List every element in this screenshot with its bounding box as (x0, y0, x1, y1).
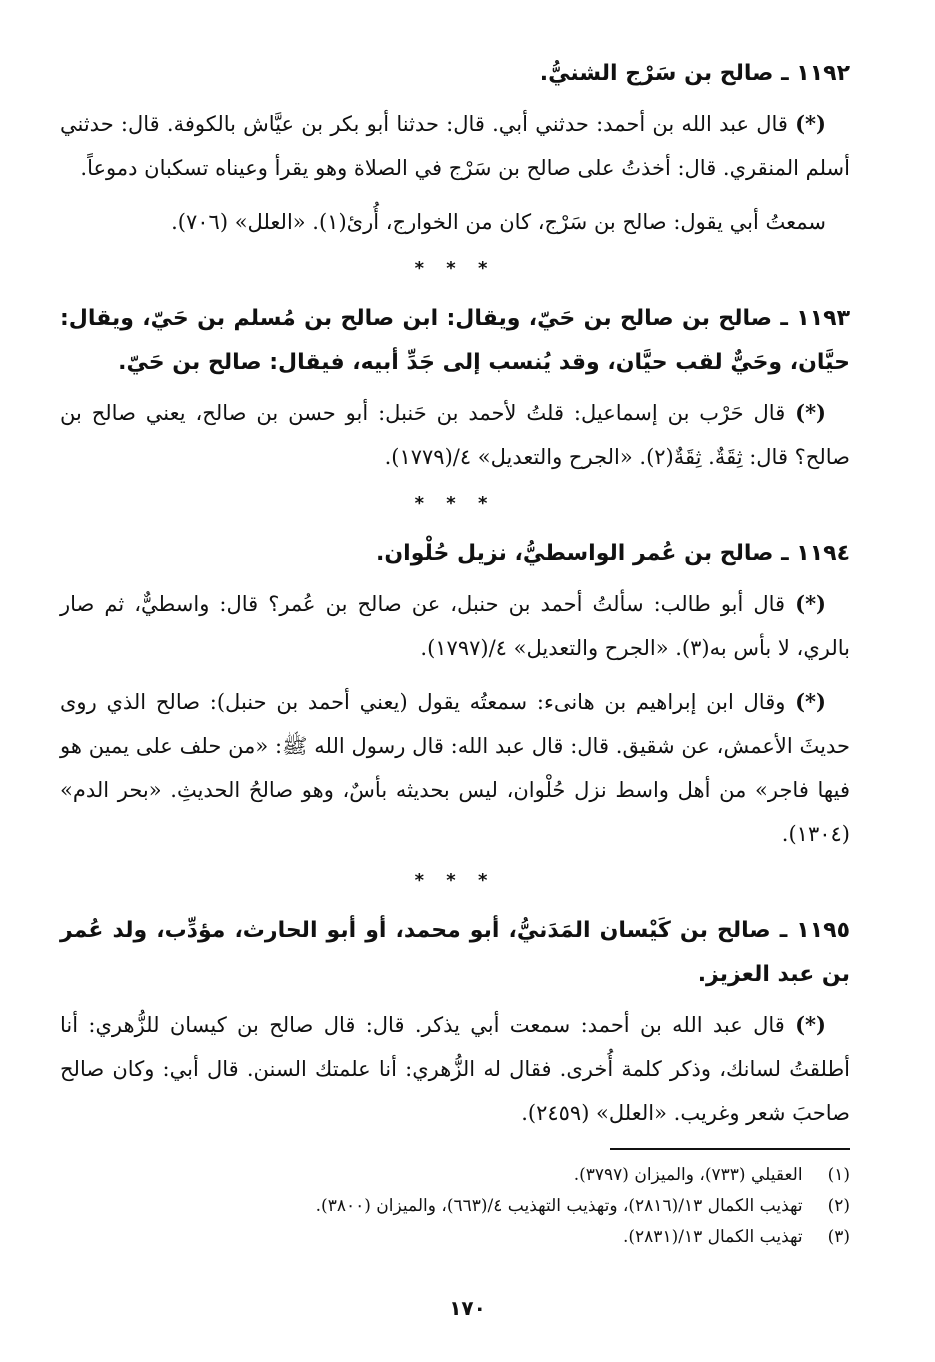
section-separator: * * * (414, 258, 496, 279)
entry-paragraph (60, 1003, 850, 1135)
footnote-item (70, 1160, 850, 1191)
entry-paragraph (60, 200, 850, 244)
paragraph-text: قال أبو طالب: سألتُ أحمد بن حنبل، عن صالح بن عُمر؟ قال: واسطيٌّ، ثم صار بالري، لا بأس به(٣). «الجرح والتعديل» ٤/(١٧٩٧). (60, 592, 850, 660)
paragraph-text: قال حَرْب بن إسماعيل: قلتُ لأحمد بن حَنبل: أبو حسن بن صالح، يعني صالح بن صالح؟ قال: ثِقَةٌ. ثِقَةٌ(٢). «الجرح والتعديل» ٤/(١٧٧٩). (60, 401, 850, 469)
footnote-divider (610, 1148, 850, 1150)
footnotes (70, 1160, 850, 1253)
footnote-number: (٢) (827, 1196, 850, 1216)
paragraph-marker: (*) (795, 111, 826, 136)
paragraph-text: سمعتُ أبي يقول: صالح بن سَرْج، كان من الخوارج، أُرئ(١). «العلل» (٧٠٦). (171, 210, 826, 234)
paragraph-marker: (*) (795, 689, 826, 714)
entry-heading-1195: ١١٩٥ ـ صالح بن كَيْسان المَدَنيُّ، أبو محمد، أو أبو الحارث، مؤدِّب، ولد عُمر بن عبد العزيز. (60, 918, 850, 987)
entry-heading-1192: ١١٩٢ ـ صالح بن سَرْج الشنيُّ. (539, 61, 850, 86)
entry-paragraph (60, 582, 850, 670)
page-number: ١٧٠ (449, 1296, 486, 1320)
paragraph-text: وقال ابن إبراهيم بن هانىء: سمعتُه يقول (يعني أحمد بن حنبل): صالح الذي روى حديثَ الأعمش، عن شقيق. قال: قال عبد الله: قال رسول الله ﷺ: «من حلف على يمين هو فيها فاجر» من أهل واسط نزل حُلْوان، ليس بحديثه بأسٌ، وهو صالحُ الحديثِ. «بحر الدم» (١٣٠٤). (60, 690, 850, 846)
footnote-item (70, 1222, 850, 1253)
paragraph-marker: (*) (795, 591, 826, 616)
paragraph-text: قال عبد الله بن أحمد: سمعت أبي يذكر. قال: قال صالح بن كيسان للزُّهري: أنا أطلقتُ لسانك، وذكر كلمة أُخرى. فقال له الزُّهري: أنا علمتك السنن. قال أبي: وكان صالح صاحبَ شعر وغريب. «العلل» (٢٤٥٩). (60, 1013, 850, 1125)
paragraph-marker: (*) (795, 400, 826, 425)
entry-paragraph (60, 102, 850, 190)
footnote-number: (١) (827, 1165, 850, 1185)
entry-paragraph (60, 391, 850, 479)
entry-paragraph (60, 680, 850, 856)
footnote-text: تهذيب الكمال ١٣/(٢٨١٦)، وتهذيب التهذيب ٤/(٦٦٣)، والميزان (٣٨٠٠). (315, 1196, 803, 1216)
entry-heading-1193: ١١٩٣ ـ صالح بن صالح بن حَيّ، ويقال: ابن صالح بن مُسلم بن حَيّ، ويقال: حيَّان، وحَيٌّ لقب حيَّان، وقد يُنسب إلى جَدِّ أبيه، فيقال: صالح بن حَيّ. (60, 306, 850, 375)
entry-heading-1194: ١١٩٤ ـ صالح بن عُمر الواسطيُّ، نزيل حُلْوان. (376, 541, 850, 566)
section-separator: * * * (414, 870, 496, 891)
footnote-text: تهذيب الكمال ١٣/(٢٨٣١). (623, 1227, 803, 1247)
footnote-text: العقيلي (٧٣٣)، والميزان (٣٧٩٧). (573, 1165, 803, 1185)
section-separator: * * * (414, 493, 496, 514)
paragraph-marker: (*) (795, 1012, 826, 1037)
footnote-item (70, 1191, 850, 1222)
footnote-number: (٣) (827, 1227, 850, 1247)
page-body (60, 52, 850, 1145)
paragraph-text: قال عبد الله بن أحمد: حدثني أبي. قال: حدثنا أبو بكر بن عيَّاش بالكوفة. قال: حدثني أسلم المنقري. قال: أخذتُ على صالح بن سَرْج في الصلاة وهو يقرأ وعيناه تسكبان دموعاً. (60, 112, 850, 180)
